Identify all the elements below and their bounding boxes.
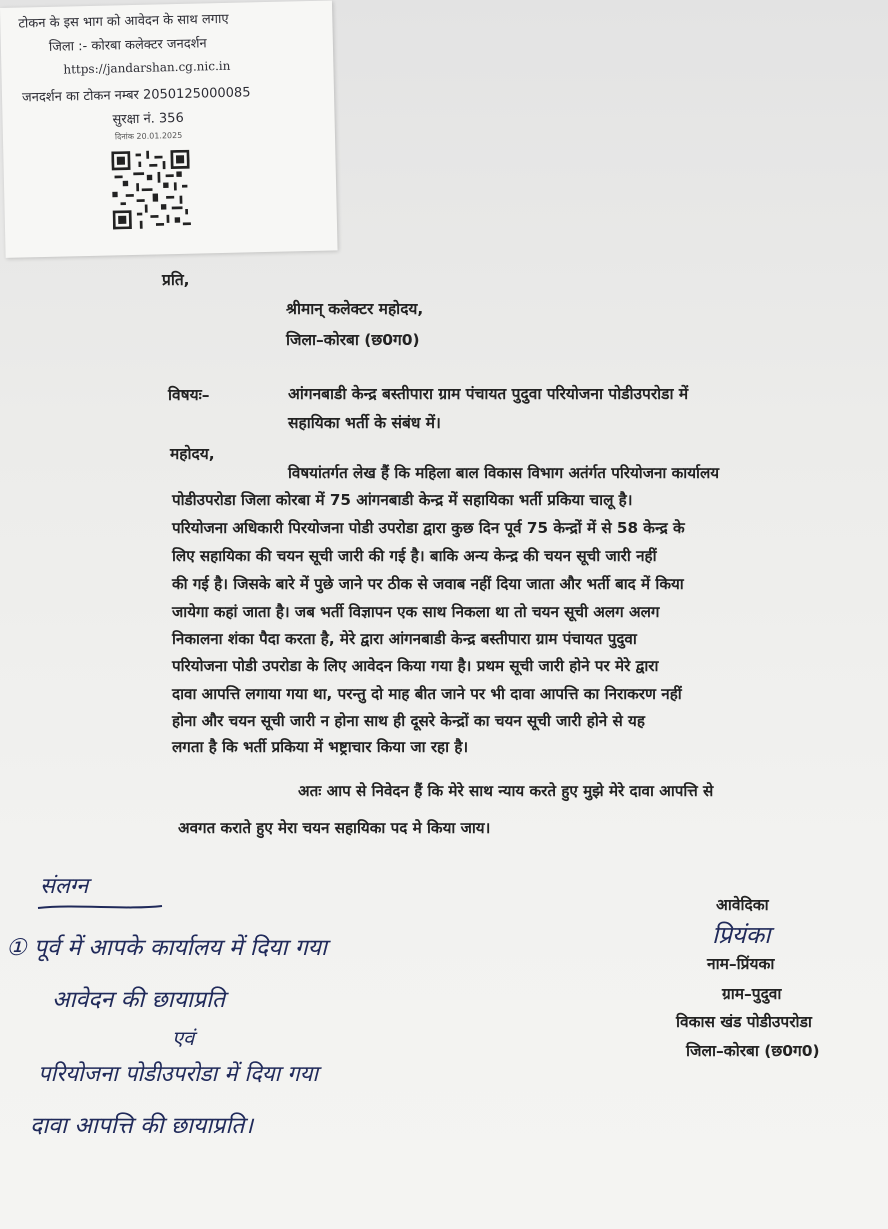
subject-label: विषयः– [168, 386, 210, 404]
enclosure-underline [36, 900, 166, 914]
request-line-2: अवगत कराते हुए मेरा चयन सहायिका पद मे किया जाय। [178, 819, 491, 837]
token-security-number: सुरक्षा नं. 356 [112, 110, 184, 128]
enclosure-item-2-line-2: दावा आपत्ति की छायाप्रति। [30, 1113, 254, 1139]
token-number: जनदर्शन का टोकन नम्बर 2050125000085 [21, 85, 251, 106]
enclosure-heading: संलग्न [40, 874, 89, 899]
body-line: की गई है। जिसके बारे में पुछे जाने पर ठीक से जवाब नहीं दिया जाता और भर्ती बाद में किया [172, 575, 684, 593]
addressee-district: जिला–कोरबा (छ0ग0) [286, 331, 420, 349]
applicant-block: विकास खंड पोडीउपरोडा [676, 1013, 812, 1031]
body-line: पोडीउपरोडा जिला कोरबा में 75 आंगनबाडी केन्द्र में सहायिका भर्ती प्रकिया चालू है। [172, 491, 633, 509]
token-district: जिला :- कोरबा कलेक्टर जनदर्शन [48, 36, 207, 55]
request-line-1: अतः आप से निवेदन हैं कि मेरे साथ न्याय करते हुए मुझे मेरे दावा आपत्ति से [298, 782, 714, 800]
enclosure-item-1-line-1: ① पूर्व में आपके कार्यालय में दिया गया [6, 935, 327, 961]
applicant-signature: प्रियंका [712, 921, 771, 949]
applicant-village: ग्राम–पुदुवा [722, 985, 782, 1003]
token-instruction: टोकन के इस भाग को आवेदन के साथ लगाए [18, 11, 229, 32]
prati-label: प्रति, [162, 271, 190, 289]
body-line: लिए सहायिका की चयन सूची जारी की गई है। बाकि अन्य केन्द्र की चयन सूची जारी नहीं [172, 547, 657, 565]
body-line: निकालना शंका पैदा करता है, मेरे द्वारा आंगनबाडी केन्द्र बस्तीपारा ग्राम पंचायत पुदुवा [172, 630, 637, 648]
qr-code-icon [111, 150, 191, 230]
addressee-title: श्रीमान् कलेक्टर महोदय, [286, 300, 424, 318]
enclosure-conjunction: एवं [172, 1026, 195, 1050]
body-line: होना और चयन सूची जारी न होना साथ ही दूसरे केन्द्रों का चयन सूची जारी होने से यह [172, 712, 645, 730]
salutation: महोदय, [170, 445, 215, 463]
body-line: दावा आपत्ति लगाया गया था, परन्तु दो माह बीत जाने पर भी दावा आपत्ति का निराकरण नहीं [172, 685, 682, 703]
enclosure-item-1-line-2: आवेदन की छायाप्रति [52, 987, 226, 1013]
token-url: https://jandarshan.cg.nic.in [63, 58, 231, 77]
enclosure-item-2-line-1: परियोजना पोडीउपरोडा में दिया गया [38, 1062, 319, 1087]
jandarshan-token-slip [0, 0, 338, 257]
applicant-name: नाम–प्रिंयका [707, 955, 775, 973]
body-line: परियोजना पोडी उपरोडा के लिए आवेदन किया गया है। प्रथम सूची जारी होने पर मेरे द्वारा [172, 657, 659, 675]
body-line: परियोजना अधिकारी पिरयोजना पोडी उपरोडा द्वारा कुछ दिन पूर्व 75 केन्द्रों में से 58 केन्द्र के [172, 519, 685, 537]
body-line: जायेगा कहां जाता है। जब भर्ती विज्ञापन एक साथ निकला था तो चयन सूची अलग अलग [172, 603, 660, 621]
subject-line-1: आंगनबाडी केन्द्र बस्तीपारा ग्राम पंचायत पुदुवा परियोजना पोडीउपरोडा में [288, 385, 689, 403]
body-line: विषयांतर्गत लेख हैं कि महिला बाल विकास विभाग अतंर्गत परियोजना कार्यालय [288, 464, 720, 482]
token-date: दिनांक 20.01.2025 [114, 130, 183, 142]
applicant-label: आवेदिका [716, 896, 769, 914]
applicant-district: जिला–कोरबा (छ0ग0) [686, 1042, 820, 1060]
body-line: लगता है कि भर्ती प्रकिया में भष्ट्राचार किया जा रहा है। [172, 738, 469, 756]
subject-line-2: सहायिका भर्ती के संबंध में। [288, 414, 441, 432]
